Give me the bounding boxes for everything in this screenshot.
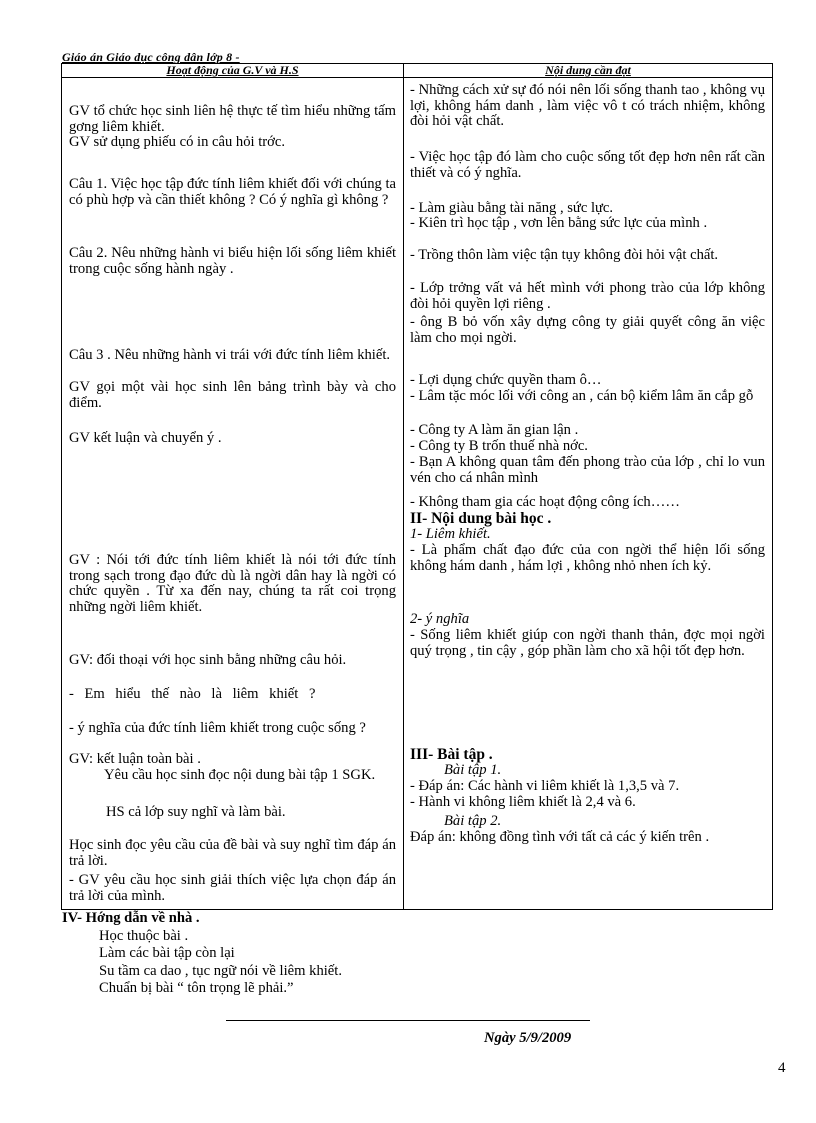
left-cell	[62, 78, 404, 910]
right-paragraph: - Trồng thôn làm việc tận tụy không đòi hỏi vật chất.	[410, 247, 719, 263]
left-paragraph: GV: đối thoại với học sinh bằng những câu hỏi.	[69, 652, 347, 668]
lesson-table	[61, 63, 773, 910]
exercise-heading: Bài tập 2.	[444, 813, 502, 829]
right-paragraph: Đáp án: không đồng tình với tất cả các ý kiến trên .	[410, 829, 710, 845]
col-header-content: Nội dung cần đạt	[404, 64, 773, 78]
homework-item: Chuẩn bị bài “ tôn trọng lẽ phải.”	[99, 980, 294, 996]
right-paragraph: - Kiên trì học tập , vơn lên bằng sức lực của mình .	[410, 215, 708, 231]
left-paragraph: - GV yêu cầu học sinh giải thích việc lựa chọn đáp án trả lời của mình.	[69, 872, 396, 904]
left-paragraph: Học sinh đọc yêu cầu của đề bài và suy nghĩ tìm đáp án trả lời.	[69, 837, 396, 869]
page-number: 4	[778, 1060, 786, 1076]
left-paragraph: GV kết luận và chuyển ý .	[69, 430, 222, 446]
right-paragraph: - Là phẩm chất đạo đức của con ngời thể hiện lối sống không hám danh , hám lợi , không nhỏ nhen ích kỷ.	[410, 542, 765, 574]
exercise-heading: Bài tập 1.	[444, 762, 502, 778]
left-paragraph: HS cả lớp suy nghĩ và làm bài.	[106, 804, 286, 820]
right-cell	[404, 78, 773, 910]
page-header-title: Giáo án Giáo dục công dân lớp 8 -	[62, 50, 240, 64]
left-paragraph: Câu 1. Việc học tập đức tính liêm khiết đối với chúng ta có phù hợp và cần thiết không ? Có ý nghĩa gì không ?	[69, 176, 396, 208]
table-header-row	[62, 64, 773, 78]
right-paragraph: - Bạn A không quan tâm đến phong trào của lớp , chỉ lo vun vén cho cá nhân mình	[410, 454, 765, 486]
homework-section	[62, 910, 342, 998]
right-paragraph: - Lợi dụng chức quyền tham ô…	[410, 372, 602, 388]
right-paragraph: - Công ty B trốn thuế nhà nớc.	[410, 438, 588, 454]
left-paragraph: Câu 2. Nêu những hành vi biểu hiện lối sống liêm khiết trong cuộc sống hành ngày .	[69, 245, 396, 277]
right-paragraph: - Công ty A làm ăn gian lận .	[410, 422, 579, 438]
left-paragraph: - Em hiểu thế nào là liêm khiết ?	[69, 686, 316, 702]
homework-item: Su tầm ca dao , tục ngữ nói về liêm khiết.	[99, 962, 342, 979]
right-paragraph: - Việc học tập đó làm cho cuộc sống tốt đẹp hơn nên rất cần thiết và có ý nghĩa.	[410, 149, 765, 181]
table-row	[62, 78, 773, 910]
left-paragraph: GV : Nói tới đức tính liêm khiết là nói tới đức tính trong sạch trong đạo đức dù là ngời dân hay là ngời có chức quyền . Từ xa đến nay, chúng ta rất coi trọng những ngời liêm khiết.	[69, 552, 396, 615]
left-paragraph: GV: kết luận toàn bài .	[69, 751, 201, 767]
left-paragraph: - ý nghĩa của đức tính liêm khiết trong cuộc sống ?	[69, 720, 366, 736]
right-paragraph: - Đáp án: Các hành vi liêm khiết là 1,3,5 và 7.	[410, 778, 680, 794]
homework-title: IV- Hớng dẫn về nhà .	[62, 910, 200, 926]
left-paragraph: GV gọi một vài học sinh lên bảng trình bày và cho điểm.	[69, 379, 396, 411]
right-paragraph: - Sống liêm khiết giúp con ngời thanh thản, đợc mọi ngời quý trọng , tin cậy , góp phần làm cho xã hội tốt đẹp hơn.	[410, 627, 765, 659]
section-heading: II- Nội dung bài học .	[410, 510, 552, 527]
right-paragraph: - Lâm tặc móc lối với công an , cán bộ kiểm lâm ăn cắp gỗ	[410, 388, 754, 404]
right-paragraph: - ông B bỏ vốn xây dựng công ty giải quyết công ăn việc làm cho mọi ngời.	[410, 314, 765, 346]
subsection-heading: 2- ý nghĩa	[410, 611, 470, 627]
right-paragraph: - Làm giàu bằng tài năng , sức lực.	[410, 200, 614, 216]
homework-item: Làm các bài tập còn lại	[99, 945, 235, 961]
subsection-heading: 1- Liêm khiết.	[410, 526, 491, 542]
divider-line	[226, 1020, 590, 1021]
right-paragraph: - Không tham gia các hoạt động công ích……	[410, 494, 680, 510]
right-paragraph: - Hành vi không liêm khiết là 2,4 và 6.	[410, 794, 636, 810]
date-signature: Ngày 5/9/2009	[484, 1030, 572, 1046]
right-paragraph: - Những cách xử sự đó nói nên lối sống thanh tao , không vụ lợi, không hám danh , làm việc vô t có trách nhiệm, không đòi hỏi vật chất.	[410, 82, 765, 129]
right-paragraph: - Lớp trởng vất vả hết mình với phong trào của lớp không đòi hỏi quyền lợi riêng .	[410, 280, 765, 312]
col-header-activities: Hoạt động của G.V và H.S	[62, 64, 404, 78]
left-paragraph: Câu 3 . Nêu những hành vi trái với đức tính liêm khiết.	[69, 347, 391, 363]
homework-item: Học thuộc bài .	[99, 927, 189, 944]
section-heading: III- Bài tập .	[410, 746, 493, 763]
left-paragraph: Yêu cầu học sinh đọc nội dung bài tập 1 SGK.	[104, 767, 376, 783]
left-paragraph: GV tổ chức học sinh liên hệ thực tế tìm hiểu những tấm gơng liêm khiết.	[69, 103, 396, 135]
left-paragraph: GV sử dụng phiếu có in câu hỏi trớc.	[69, 134, 285, 150]
